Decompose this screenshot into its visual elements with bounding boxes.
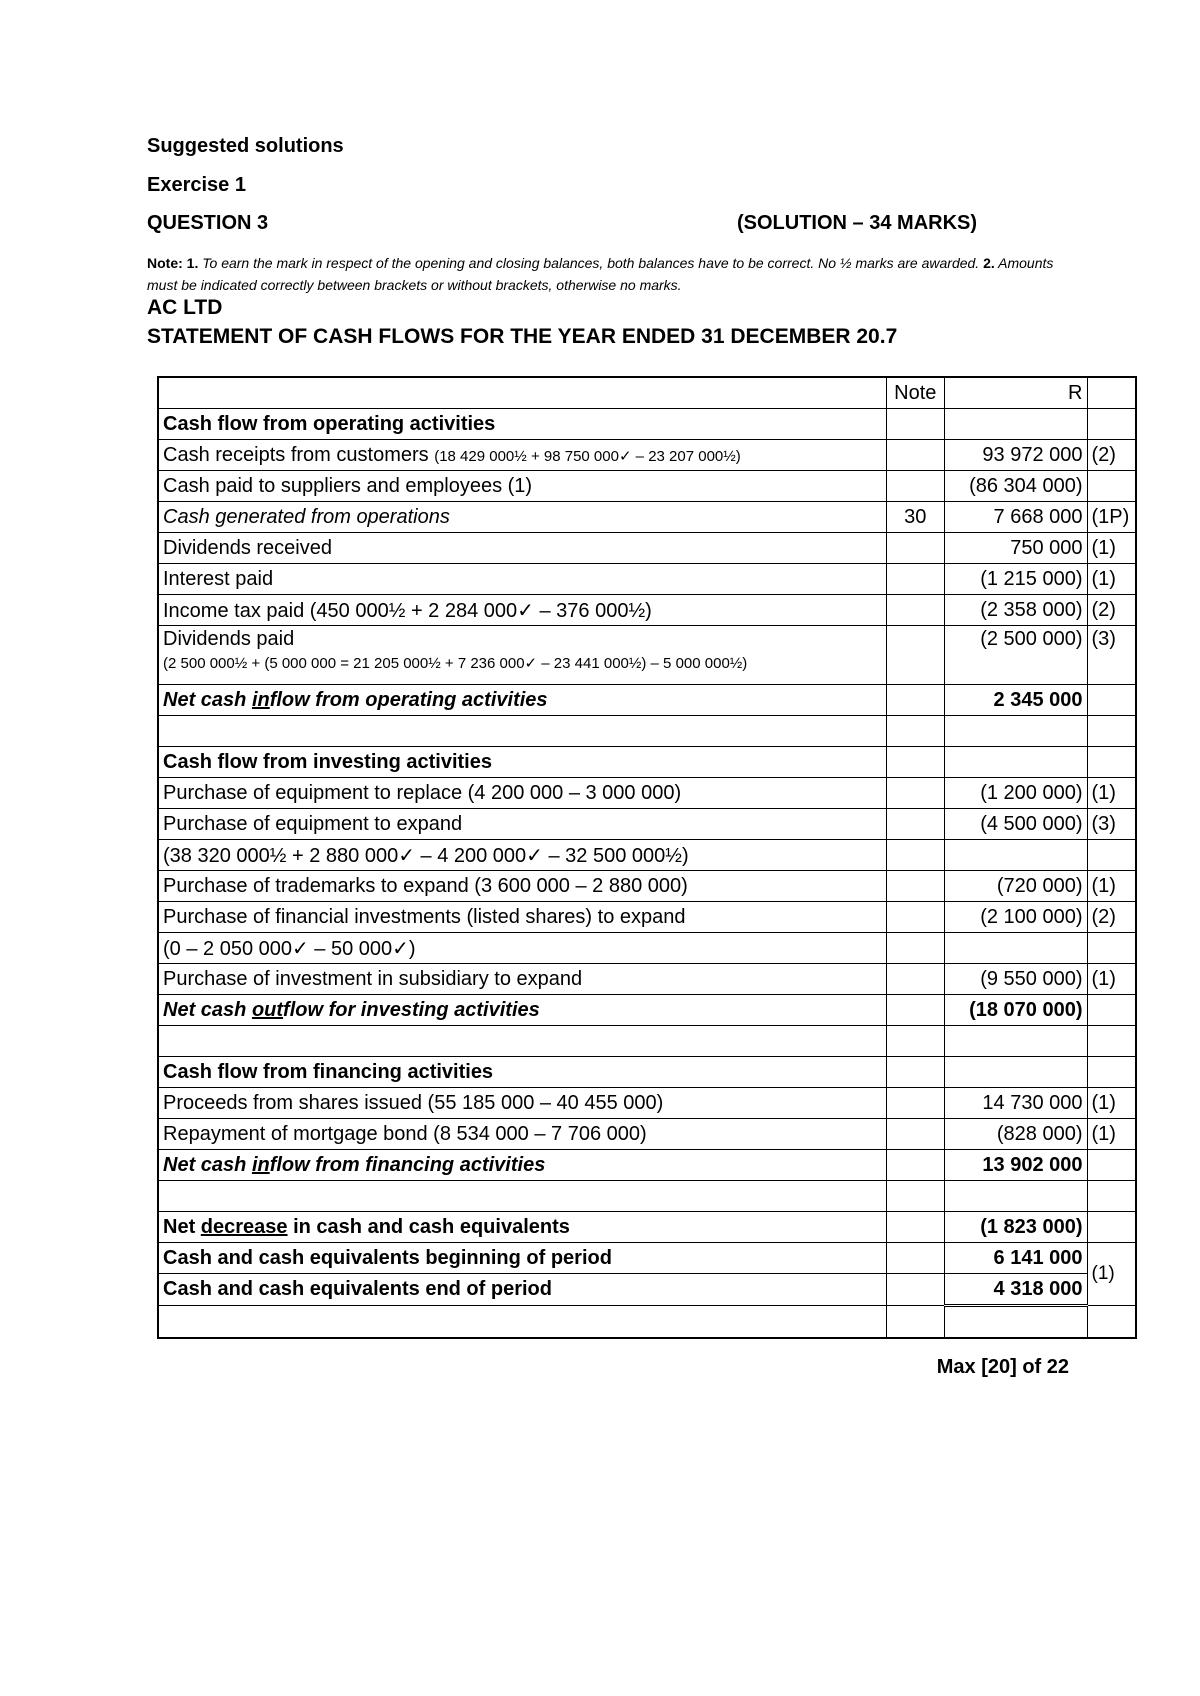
note-paragraph bbox=[147, 252, 1067, 296]
note-text-1: To earn the mark in respect of the opening and closing balances, both balances have to be correct. No ½ marks are awarded. bbox=[198, 255, 984, 271]
tax-amount: (2 358 000) bbox=[944, 595, 1087, 626]
fin-invest-amount: (2 100 000) bbox=[944, 902, 1087, 933]
table-row bbox=[158, 871, 1136, 902]
fin-net-label: Net cash inflow from financing activities bbox=[158, 1150, 886, 1181]
div-paid-mark: (3) bbox=[1087, 626, 1136, 685]
header-r: R bbox=[944, 377, 1087, 409]
table-row bbox=[158, 1212, 1136, 1243]
table-row bbox=[158, 685, 1136, 716]
begin-amount: 6 141 000 bbox=[944, 1243, 1087, 1274]
expand-amount: (4 500 000) bbox=[944, 809, 1087, 840]
div-received-amount: 750 000 bbox=[944, 533, 1087, 564]
fin-net-amount: 13 902 000 bbox=[944, 1150, 1087, 1181]
table-row bbox=[158, 1119, 1136, 1150]
table-row bbox=[158, 1181, 1136, 1212]
table-row bbox=[158, 1306, 1136, 1339]
exercise-label: Exercise 1 bbox=[147, 174, 246, 196]
div-paid-amount: (2 500 000) bbox=[944, 626, 1087, 685]
investing-heading: Cash flow from investing activities bbox=[158, 747, 886, 778]
table-row bbox=[158, 747, 1136, 778]
note-number-1: 1. bbox=[186, 255, 199, 271]
subsidiary-mark: (1) bbox=[1087, 964, 1136, 995]
div-paid-cell bbox=[158, 626, 886, 685]
header-mark-cell bbox=[1087, 377, 1136, 409]
table-row bbox=[158, 564, 1136, 595]
fin-invest-calc: (0 – 2 050 000✓ – 50 000✓) bbox=[158, 933, 886, 964]
table-row bbox=[158, 809, 1136, 840]
table-row bbox=[158, 626, 1136, 685]
table-row bbox=[158, 840, 1136, 871]
end-amount: 4 318 000 bbox=[944, 1274, 1087, 1306]
table-row bbox=[158, 716, 1136, 747]
shares-label: Proceeds from shares issued (55 185 000 – 40 455 000) bbox=[158, 1088, 886, 1119]
table-row bbox=[158, 964, 1136, 995]
generated-amount: 7 668 000 bbox=[944, 502, 1087, 533]
op-net-amount: 2 345 000 bbox=[944, 685, 1087, 716]
tax-mark: (2) bbox=[1087, 595, 1136, 626]
table-row bbox=[158, 1088, 1136, 1119]
trademarks-mark: (1) bbox=[1087, 871, 1136, 902]
table-row bbox=[158, 440, 1136, 471]
financing-heading: Cash flow from financing activities bbox=[158, 1057, 886, 1088]
table-row bbox=[158, 533, 1136, 564]
header-note: Note bbox=[886, 377, 944, 409]
statement-title: STATEMENT OF CASH FLOWS FOR THE YEAR ENDED 31 DECEMBER 20.7 bbox=[147, 325, 898, 348]
interest-amount: (1 215 000) bbox=[944, 564, 1087, 595]
table-row bbox=[158, 1026, 1136, 1057]
company-name: AC LTD bbox=[147, 296, 223, 319]
inv-net-label: Net cash outflow for investing activities bbox=[158, 995, 886, 1026]
div-received-label: Dividends received bbox=[158, 533, 886, 564]
max-marks: Max [20] of 22 bbox=[936, 1356, 1069, 1378]
begin-label: Cash and cash equivalents beginning of period bbox=[158, 1243, 886, 1274]
trademarks-label: Purchase of trademarks to expand (3 600 000 – 2 880 000) bbox=[158, 871, 886, 902]
receipts-label: Cash receipts from customers bbox=[163, 443, 435, 466]
inv-net-amount: (18 070 000) bbox=[944, 995, 1087, 1026]
shares-mark: (1) bbox=[1087, 1088, 1136, 1119]
decrease-amount: (1 823 000) bbox=[944, 1212, 1087, 1243]
operating-heading: Cash flow from operating activities bbox=[158, 409, 886, 440]
table-row bbox=[158, 595, 1136, 626]
interest-label: Interest paid bbox=[158, 564, 886, 595]
receipts-amount: 93 972 000 bbox=[944, 440, 1087, 471]
table-row bbox=[158, 778, 1136, 809]
receipts-calc: (18 429 000½ + 98 750 000✓ – 23 207 000½) bbox=[434, 447, 741, 465]
generated-note: 30 bbox=[886, 502, 944, 533]
note-number-2: 2. bbox=[983, 255, 995, 271]
note-label: Note: bbox=[147, 255, 183, 271]
op-net-label: Net cash inflow from operating activities bbox=[158, 685, 886, 716]
bond-mark: (1) bbox=[1087, 1119, 1136, 1150]
table-row bbox=[158, 409, 1136, 440]
table-row bbox=[158, 995, 1136, 1026]
table-row bbox=[158, 1150, 1136, 1181]
fin-invest-label: Purchase of financial investments (listed shares) to expand bbox=[158, 902, 886, 933]
div-paid-label: Dividends paid bbox=[163, 628, 295, 650]
note-text-2: Amounts must be indicated correctly between brackets or without brackets, otherwise no marks. bbox=[147, 255, 1054, 293]
bond-amount: (828 000) bbox=[944, 1119, 1087, 1150]
replace-mark: (1) bbox=[1087, 778, 1136, 809]
table-row bbox=[158, 502, 1136, 533]
interest-mark: (1) bbox=[1087, 564, 1136, 595]
receipts-label-cell bbox=[158, 440, 886, 471]
subsidiary-label: Purchase of investment in subsidiary to expand bbox=[158, 964, 886, 995]
paid-label: Cash paid to suppliers and employees (1) bbox=[158, 471, 886, 502]
table-row bbox=[158, 1057, 1136, 1088]
table-row bbox=[158, 902, 1136, 933]
table-row bbox=[158, 933, 1136, 964]
shares-amount: 14 730 000 bbox=[944, 1088, 1087, 1119]
cash-flow-table bbox=[157, 376, 1137, 1339]
question-label: QUESTION 3 bbox=[147, 212, 269, 234]
replace-label: Purchase of equipment to replace (4 200 000 – 3 000 000) bbox=[158, 778, 886, 809]
header-desc-cell bbox=[158, 377, 886, 409]
paid-amount: (86 304 000) bbox=[944, 471, 1087, 502]
expand-calc: (38 320 000½ + 2 880 000✓ – 4 200 000✓ – 32 500 000½) bbox=[158, 840, 886, 871]
expand-mark: (3) bbox=[1087, 809, 1136, 840]
table-row bbox=[158, 1243, 1136, 1274]
end-label: Cash and cash equivalents end of period bbox=[158, 1274, 886, 1306]
table-header-row bbox=[158, 377, 1136, 409]
heading-suggested-solutions: Suggested solutions bbox=[147, 135, 344, 157]
bond-label: Repayment of mortgage bond (8 534 000 – 7 706 000) bbox=[158, 1119, 886, 1150]
div-received-mark: (1) bbox=[1087, 533, 1136, 564]
table-row bbox=[158, 471, 1136, 502]
fin-invest-mark: (2) bbox=[1087, 902, 1136, 933]
subsidiary-amount: (9 550 000) bbox=[944, 964, 1087, 995]
solution-marks: (SOLUTION – 34 MARKS) bbox=[737, 212, 978, 234]
decrease-label: Net decrease in cash and cash equivalents bbox=[158, 1212, 886, 1243]
expand-label: Purchase of equipment to expand bbox=[158, 809, 886, 840]
generated-mark: (1P) bbox=[1087, 502, 1136, 533]
tax-label: Income tax paid (450 000½ + 2 284 000✓ – 376 000½) bbox=[158, 595, 886, 626]
table-row bbox=[158, 1274, 1136, 1306]
trademarks-amount: (720 000) bbox=[944, 871, 1087, 902]
div-paid-calc: (2 500 000½ + (5 000 000 = 21 205 000½ + 7 236 000✓ – 23 441 000½) – 5 000 000½) bbox=[163, 655, 748, 672]
receipts-mark: (2) bbox=[1087, 440, 1136, 471]
replace-amount: (1 200 000) bbox=[944, 778, 1087, 809]
balances-mark: (1) bbox=[1087, 1243, 1136, 1306]
generated-label: Cash generated from operations bbox=[158, 502, 886, 533]
